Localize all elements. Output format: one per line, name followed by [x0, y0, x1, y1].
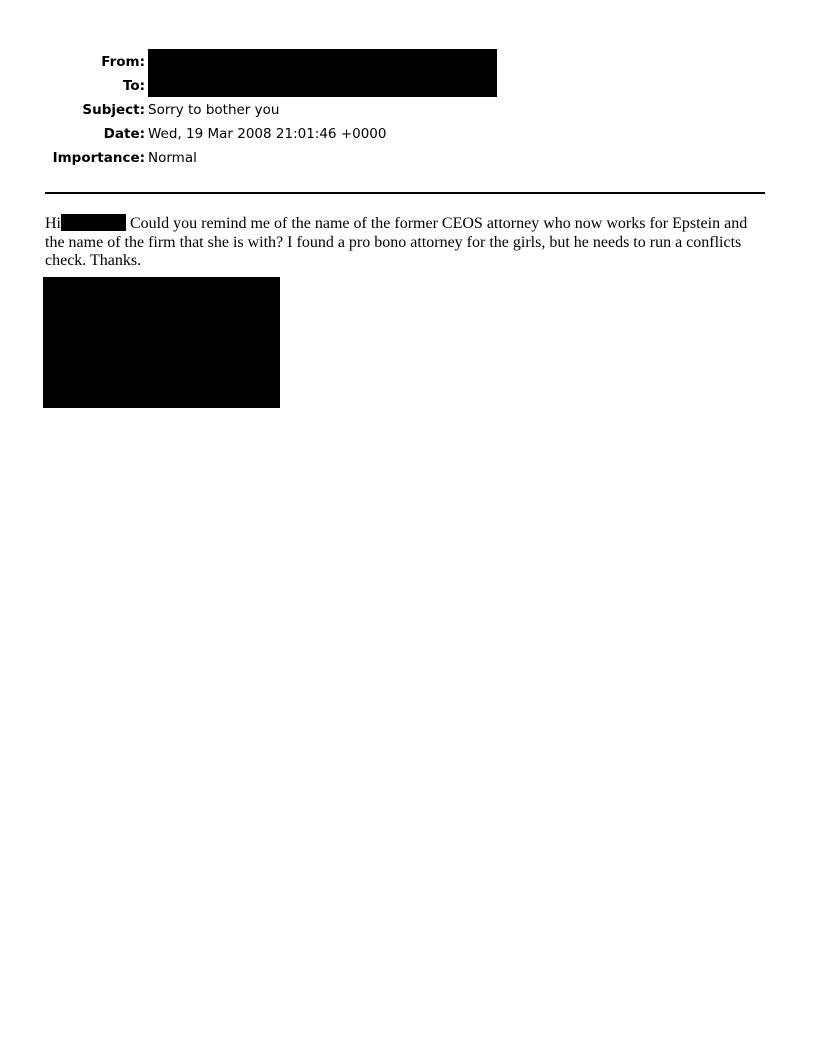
name-redaction	[61, 214, 126, 231]
signature-redaction	[43, 277, 280, 408]
date-label: Date:	[103, 126, 145, 142]
greeting: Hi	[45, 215, 61, 232]
to-label: To:	[122, 78, 145, 94]
header-divider	[45, 192, 765, 194]
importance-value: Normal	[148, 150, 197, 166]
message-text: Could you remind me of the name of the former CEOS attorney who now works for Epstein and the name of the firm that she is with? I found a pro bono attorney for the girls, but he needs to run a conflicts check. Thanks.	[45, 215, 748, 269]
from-label: From:	[101, 54, 145, 70]
message-body	[45, 214, 757, 271]
subject-value: Sorry to bother you	[148, 102, 280, 118]
date-value: Wed, 19 Mar 2008 21:01:46 +0000	[148, 126, 387, 142]
subject-label: Subject:	[82, 102, 145, 118]
sender-recipient-redaction	[148, 49, 497, 97]
importance-label: Importance:	[52, 150, 145, 166]
